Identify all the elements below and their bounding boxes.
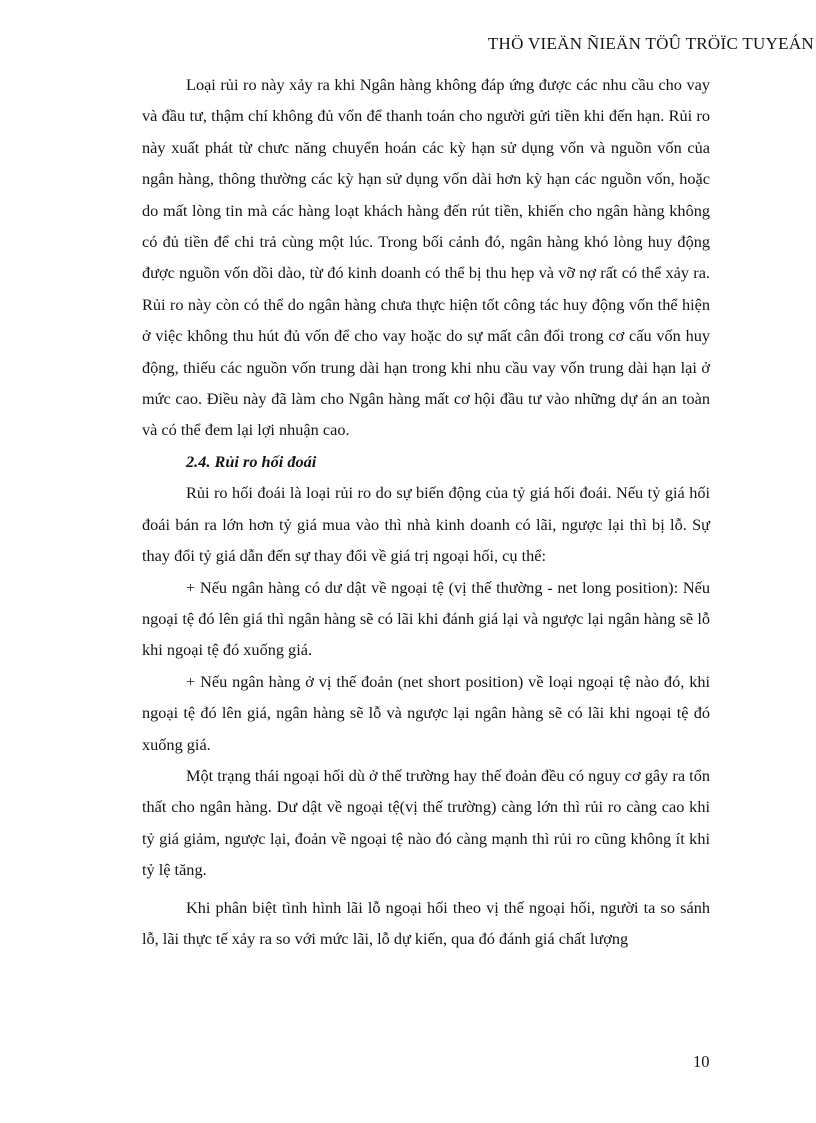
paragraph-fx-state: Một trạng thái ngoại hối dù ở thế trường hay thế đoản đều có nguy cơ gây ra tổn thất cho ngân hàng. Dư dật về ngoại tệ(vị thế trường) càng lớn thì rủi ro càng cao khi tỷ giá giảm, ngược lại, đoản về ngoại tệ nào đó càng mạnh thì rủi ro cũng không ít khi tỷ lệ tăng.: [142, 765, 710, 880]
section-heading-exchange-risk: 2.4. Rủi ro hối đoái: [186, 451, 317, 471]
running-header: THÖ VIEÄN ÑIEÄN TÖÛ TRÖÏC TUYEÁN: [487, 34, 814, 53]
paragraph-exchange-risk-definition: Rủi ro hối đoái là loại rủi ro do sự biến động của tỷ giá hối đoái. Nếu tỷ giá hối đoái bán ra lớn hơn tỷ giá mua vào thì nhà kinh doanh có lãi, ngược lại thì bị lỗ. Sự thay đổi tỷ giá dẫn đến sự thay đổi về giá trị ngoại hối, cụ thể:: [142, 483, 710, 566]
page-number: 10: [693, 1052, 710, 1071]
paragraph-fx-analysis: Khi phân biệt tình hình lãi lỗ ngoại hối theo vị thế ngoại hối, người ta so sánh lỗ, lãi thực tế xảy ra so với mức lãi, lỗ dự kiến, qua đó đánh giá chất lượng: [142, 897, 710, 948]
paragraph-liquidity-risk: Loại rủi ro này xảy ra khi Ngân hàng không đáp ứng được các nhu cầu cho vay và đầu tư, thậm chí không đủ vốn để thanh toán cho người gửi tiền khi đến hạn. Rủi ro này xuất phát từ chưc năng chuyển hoán các kỳ hạn sử dụng vốn và nguồn vốn của ngân hàng, thông thường các kỳ hạn sử dụng vốn dài hơn kỳ hạn các nguồn vốn, hoặc do mất lòng tin mà các hàng loạt khách hàng đến rút tiền, khiến cho ngân hàng không có đủ tiền để chi trả cùng một lúc. Trong bối cảnh đó, ngân hàng khó lòng huy động được nguồn vốn dồi dào, từ đó kinh doanh có thể bị thu hẹp và vỡ nợ rất có thể xảy ra. Rủi ro này còn có thể do ngân hàng chưa thực hiện tốt công tác huy động vốn thể hiện ở việc không thu hút đủ vốn để cho vay hoặc do sự mất cân đối trong cơ cấu vốn huy động, thiếu các nguồn vốn trung dài hạn trong khi nhu cầu vay vốn trung dài hạn lại ở mức cao. Điều này đã làm cho Ngân hàng mất cơ hội đầu tư vào những dự án an toàn và có thể đem lại lợi nhuận cao.: [142, 75, 710, 440]
paragraph-short-position: + Nếu ngân hàng ở vị thế đoản (net short position) về loại ngoại tệ nào đó, khi ngoại tệ đó lên giá, ngân hàng sẽ lỗ và ngược lại ngân hàng sẽ có lãi khi ngoại tệ đó xuống giá.: [142, 671, 710, 754]
document-body: [142, 69, 710, 954]
paragraph-long-position: + Nếu ngân hàng có dư dật về ngoại tệ (vị thế thường - net long position): Nếu ngoại tệ đó lên giá thì ngân hàng sẽ có lãi khi đánh giá lại và ngược lại ngân hàng sẽ lỗ khi ngoại tệ đó xuống giá.: [142, 577, 710, 660]
